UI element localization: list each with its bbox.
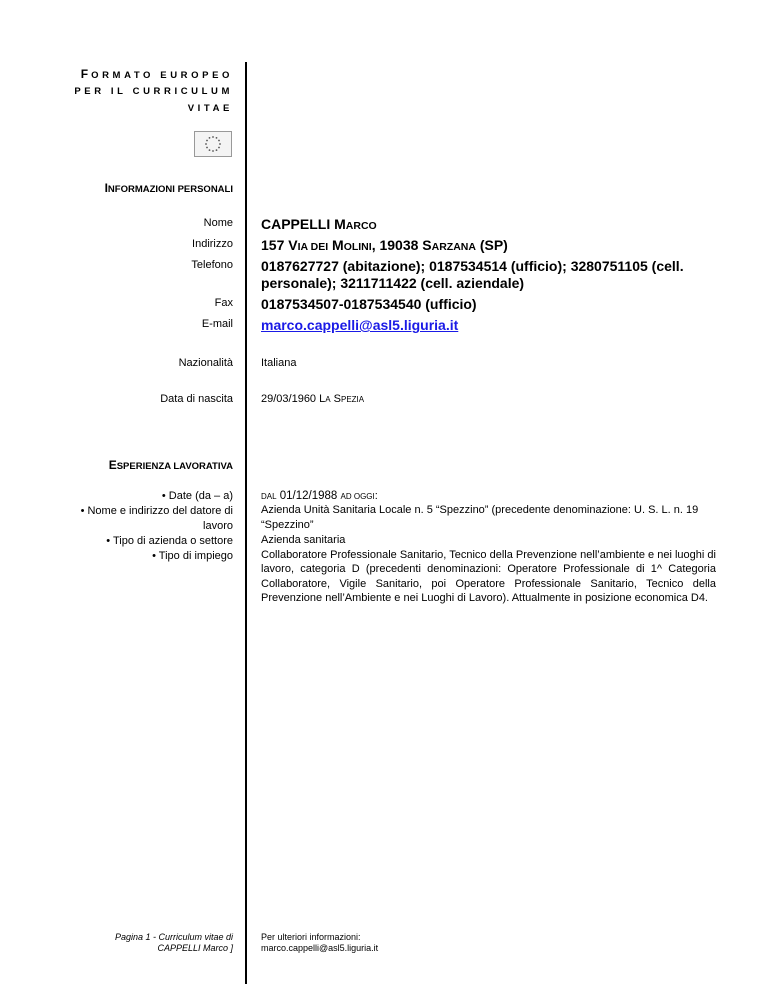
exp-dates-value: DAL 01/12/1988 AD OGGI:: [261, 490, 378, 502]
exp-employer-label: • Nome e indirizzo del datore di lavoro: [80, 505, 233, 532]
fax-label: Fax: [214, 297, 233, 309]
exp-sector-label: • Tipo di azienda o settore: [106, 535, 233, 547]
exp-dates-label: • Date (da – a): [161, 490, 233, 502]
phone-label: Telefono: [191, 259, 233, 271]
doc-title-line1: FORMATO EUROPEO: [80, 67, 233, 81]
exp-type-value: Collaboratore Professionale Sanitario, Tecnico della Prevenzione nell’ambiente e nei luoghi di lavoro, categoria D (precedenti denominazioni: Operatore Professionale di 1^ Categoria Collaboratore, Vigile Sanitario, poi Operatore Professionale Sanitario, Tecnico della Prevenzione nell’Ambiente e nei Luoghi di Lavoro). Attualmente in posizione economica D4.: [261, 548, 716, 604]
footer-page-info: Pagina 1 - Curriculum vitae di CAPPELLI Marco ]: [114, 932, 233, 953]
nationality-value: Italiana: [261, 357, 297, 369]
fax-value: 0187534507-0187534540 (ufficio): [261, 296, 477, 312]
address-value: 157 VIA DEI MOLINI, 19038 SARZANA (SP): [261, 237, 508, 253]
exp-sector-value: Azienda sanitaria: [261, 534, 346, 546]
eu-flag-icon: [194, 131, 232, 157]
exp-type-label: • Tipo di impiego: [152, 550, 233, 562]
section-personal-info: INFORMAZIONI PERSONALI: [104, 181, 233, 195]
nationality-label: Nazionalità: [178, 357, 233, 369]
email-link[interactable]: marco.cappelli@asl5.liguria.it: [261, 317, 459, 333]
birth-label: Data di nascita: [160, 393, 233, 405]
birth-value: 29/03/1960 LA SPEZIA: [261, 393, 365, 405]
footer-contact: Per ulteriori informazioni: marco.cappelli@asl5.liguria.it: [261, 932, 379, 953]
section-work-experience: ESPERIENZA LAVORATIVA: [108, 458, 233, 472]
address-label: Indirizzo: [192, 238, 233, 250]
email-label: E-mail: [201, 318, 233, 330]
name-value: CAPPELLI MARCO: [261, 216, 377, 232]
doc-title-line2: PER IL CURRICULUM: [74, 86, 233, 97]
exp-employer-value: Azienda Unità Sanitaria Locale n. 5 “Spezzino” (precedente denominazione: U. S. L. n. 19 “Spezzino”: [261, 504, 699, 531]
name-label: Nome: [203, 217, 233, 229]
phone-value: 0187627727 (abitazione); 0187534514 (ufficio); 3280751105 (cell. personale); 3211711422 (cell. aziendale): [261, 258, 684, 291]
doc-title-line3: VITAE: [187, 103, 233, 114]
column-divider: [245, 62, 247, 984]
